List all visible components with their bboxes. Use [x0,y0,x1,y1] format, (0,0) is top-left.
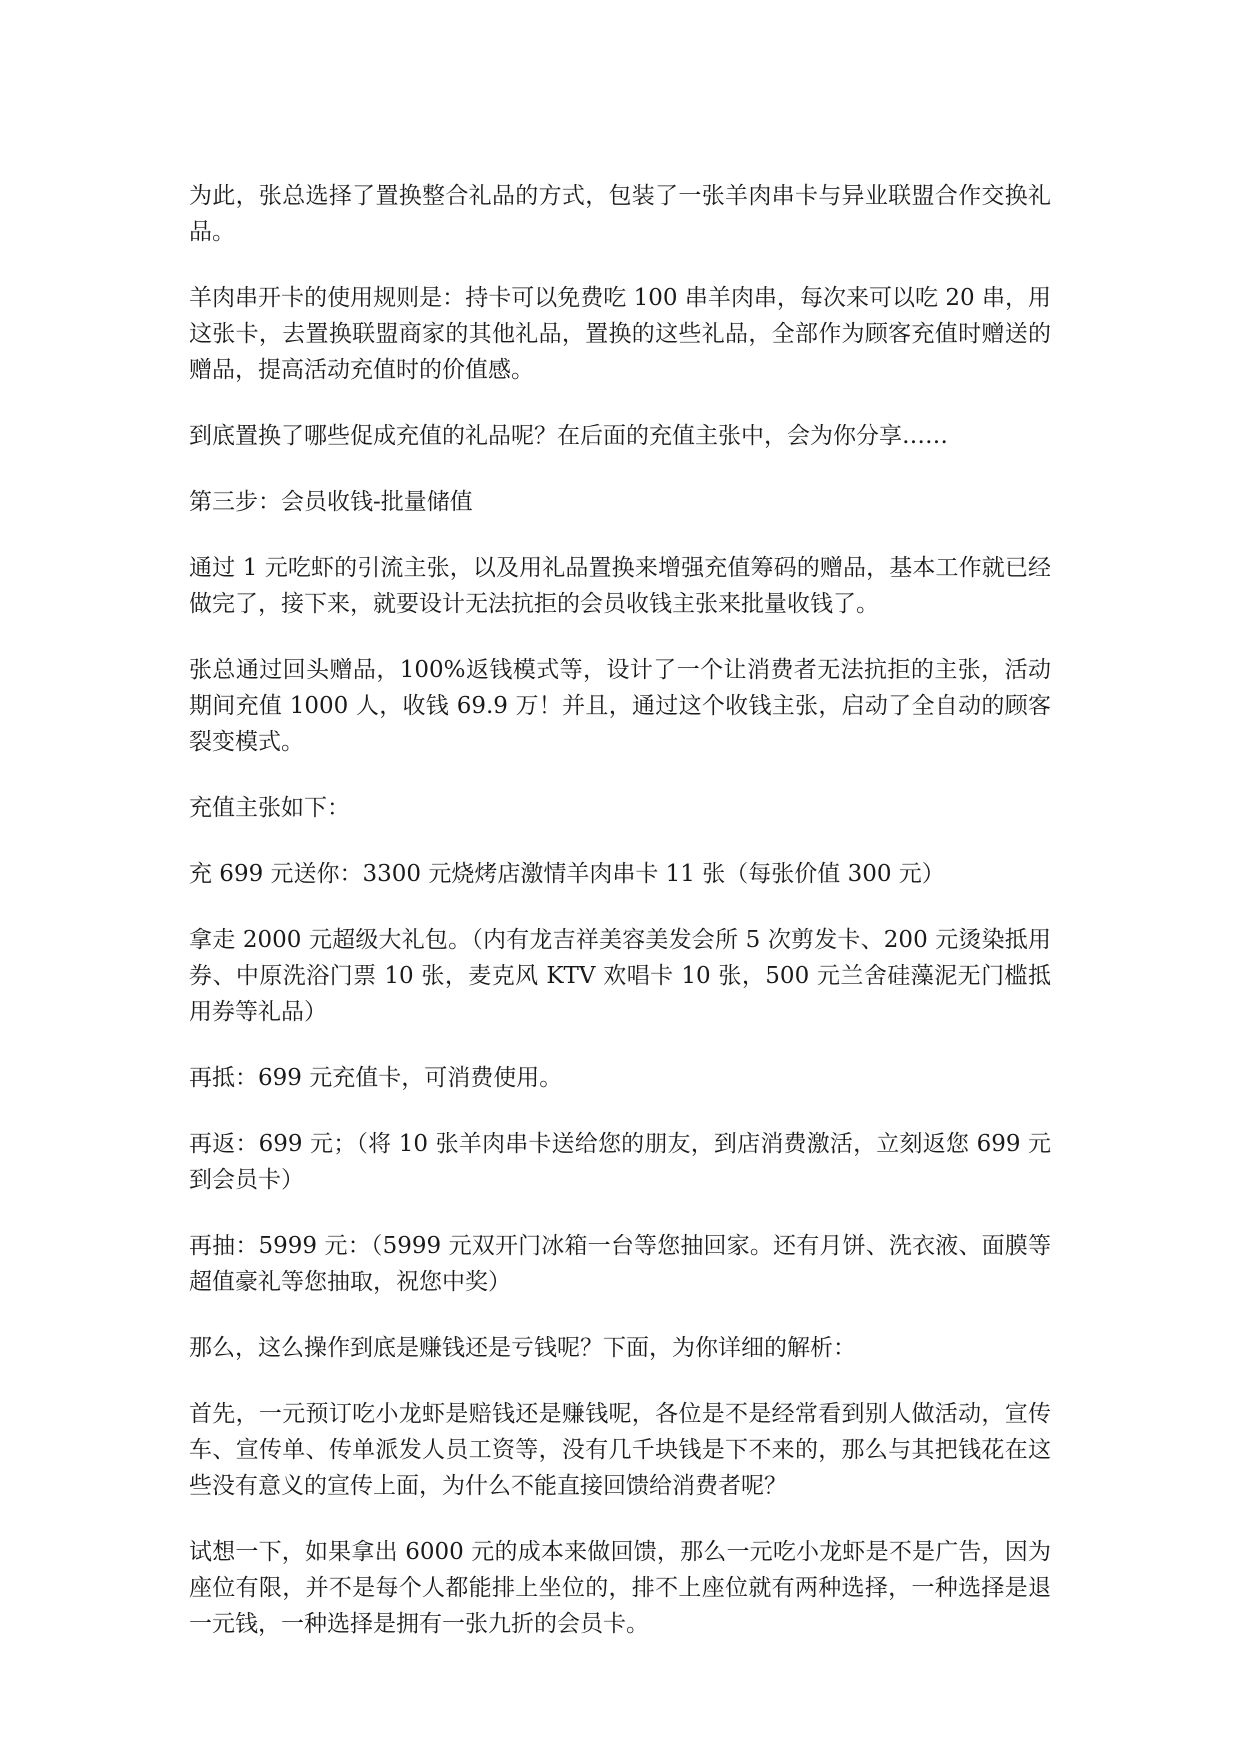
document-body [189,178,1051,1642]
paragraph: 张总通过回头赠品，100%返钱模式等，设计了一个让消费者无法抗拒的主张，活动期间充值 1000 人，收钱 69.9 万！并且，通过这个收钱主张，启动了全自动的顾客裂变模式。 [189,657,1051,755]
paragraph: 为此，张总选择了置换整合礼品的方式，包装了一张羊肉串卡与异业联盟合作交换礼品。 [189,183,1051,245]
paragraph: 羊肉串开卡的使用规则是：持卡可以免费吃 100 串羊肉串，每次来可以吃 20 串，用这张卡，去置换联盟商家的其他礼品，置换的这些礼品，全部作为顾客充值时赠送的赠品，提高活动充值时的价值感。 [189,285,1051,383]
section-heading: 第三步：会员收钱-批量储值 [189,489,473,515]
offer-item: 拿走 2000 元超级大礼包。（内有龙吉祥美容美发会所 5 次剪发卡、200 元烫染抵用券、中原洗浴门票 10 张，麦克风 KTV 欢唱卡 10 张，500 元兰舍硅藻泥无门槛抵用券等礼品） [189,927,1051,1025]
offer-item: 再抵：699 元充值卡，可消费使用。 [189,1065,563,1091]
offer-item: 充 699 元送你：3300 元烧烤店激情羊肉串卡 11 张（每张价值 300 元） [189,861,945,887]
offer-item: 再抽：5999 元：（5999 元双开门冰箱一台等您抽回家。还有月饼、洗衣液、面膜等超值豪礼等您抽取，祝您中奖） [189,1233,1051,1295]
offer-item: 再返：699 元；（将 10 张羊肉串卡送给您的朋友，到店消费激活，立刻返您 699 元到会员卡） [189,1131,1051,1193]
paragraph: 通过 1 元吃虾的引流主张，以及用礼品置换来增强充值筹码的赠品，基本工作就已经做完了，接下来，就要设计无法抗拒的会员收钱主张来批量收钱了。 [189,555,1051,617]
paragraph: 那么，这么操作到底是赚钱还是亏钱呢？下面，为你详细的解析： [189,1335,856,1361]
paragraph: 充值主张如下： [189,795,350,821]
paragraph: 首先，一元预订吃小龙虾是赔钱还是赚钱呢，各位是不是经常看到别人做活动，宣传车、宣传单、传单派发人员工资等，没有几千块钱是下不来的，那么与其把钱花在这些没有意义的宣传上面，为什么不能直接回馈给消费者呢？ [189,1401,1051,1499]
paragraph: 试想一下，如果拿出 6000 元的成本来做回馈，那么一元吃小龙虾是不是广告，因为座位有限，并不是每个人都能排上坐位的，排不上座位就有两种选择，一种选择是退一元钱，一种选择是拥有一张九折的会员卡。 [189,1539,1051,1637]
paragraph: 到底置换了哪些促成充值的礼品呢？在后面的充值主张中，会为你分享…… [189,423,948,449]
